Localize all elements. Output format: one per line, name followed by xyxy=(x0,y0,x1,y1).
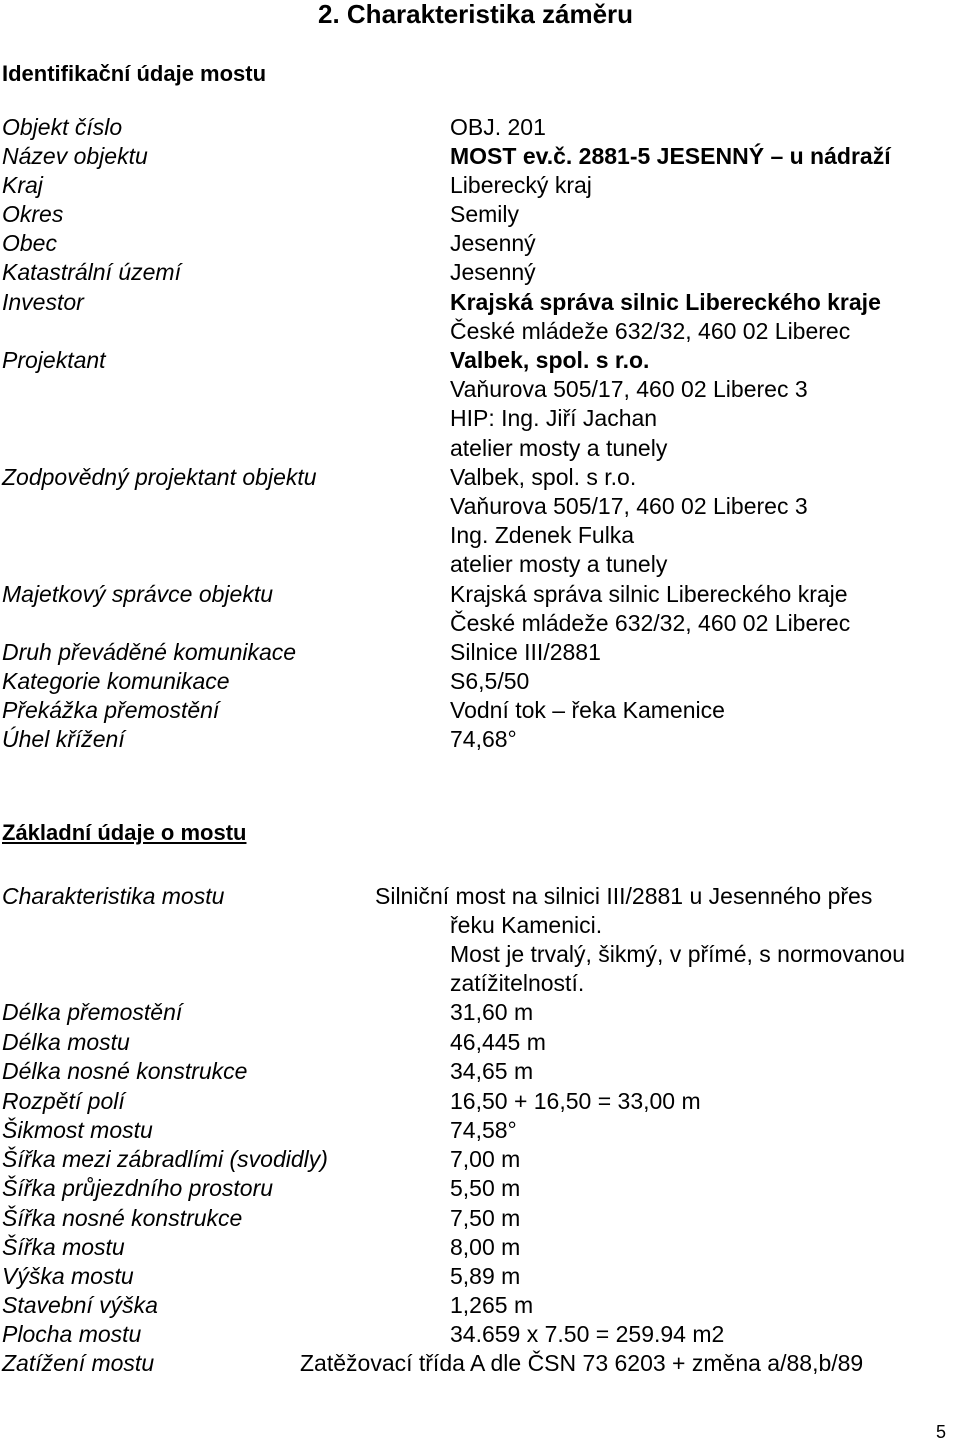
row-label: Rozpětí polí xyxy=(2,1088,125,1114)
row-label: Výška mostu xyxy=(2,1263,134,1289)
row-label: Objekt číslo xyxy=(2,114,123,140)
row-value: Silnice III/2881 xyxy=(450,639,601,665)
row-label: Druh převáděné komunikace xyxy=(2,639,297,665)
row-label: Šikmost mostu xyxy=(2,1117,153,1143)
row-value: 74,68° xyxy=(450,726,517,752)
row-value: 8,00 m xyxy=(450,1234,521,1260)
row-label: Délka nosné konstrukce xyxy=(2,1058,248,1084)
row-label: Délka mostu xyxy=(2,1029,130,1055)
row-value: 1,265 m xyxy=(450,1292,534,1318)
row-value: 7,50 m xyxy=(450,1205,521,1231)
row-label: Název objektu xyxy=(2,143,148,169)
row-value: 34,65 m xyxy=(450,1058,534,1084)
row-label: Zodpovědný projektant objektu xyxy=(2,464,317,490)
row-value: 7,00 m xyxy=(450,1146,521,1172)
row-value: atelier mosty a tunely xyxy=(450,435,668,461)
row-label: Investor xyxy=(2,289,84,315)
row-value: Valbek, spol. s r.o. xyxy=(450,347,650,373)
row-value: OBJ. 201 xyxy=(450,114,546,140)
section-heading-basic-data: Základní údaje o mostu xyxy=(2,820,247,845)
row-value: Semily xyxy=(450,201,520,227)
row-value: HIP: Ing. Jiří Jachan xyxy=(450,405,658,431)
row-value: Silniční most na silnici III/2881 u Jesenného přes xyxy=(375,883,873,909)
row-value: atelier mosty a tunely xyxy=(450,551,668,577)
row-value: 5,89 m xyxy=(450,1263,521,1289)
row-value: zatížitelností. xyxy=(450,970,585,996)
row-label: Překážka přemostění xyxy=(2,697,220,723)
row-label: Stavební výška xyxy=(2,1292,158,1318)
row-label: Kraj xyxy=(2,172,43,198)
row-label: Plocha mostu xyxy=(2,1321,142,1347)
row-value: S6,5/50 xyxy=(450,668,530,694)
row-value: Ing. Zdenek Fulka xyxy=(450,522,635,548)
row-label: Kategorie komunikace xyxy=(2,668,230,694)
row-value: Vaňurova 505/17, 460 02 Liberec 3 xyxy=(450,493,808,519)
row-label: Okres xyxy=(2,201,64,227)
row-label: Délka přemostění xyxy=(2,999,183,1025)
row-label: Charakteristika mostu xyxy=(2,883,225,909)
row-label: Majetkový správce objektu xyxy=(2,581,274,607)
section-heading-identification: Identifikační údaje mostu xyxy=(2,61,267,86)
row-value: Valbek, spol. s r.o. xyxy=(450,464,637,490)
row-label: Obec xyxy=(2,230,57,256)
row-value: řeku Kamenici. xyxy=(450,912,603,938)
row-value: Liberecký kraj xyxy=(450,172,592,198)
row-value: 31,60 m xyxy=(450,999,534,1025)
row-value: MOST ev.č. 2881-5 JESENNÝ – u nádraží xyxy=(450,143,891,169)
page-number: 5 xyxy=(936,1422,947,1442)
row-value: Vodní tok – řeka Kamenice xyxy=(450,697,725,723)
row-value: 5,50 m xyxy=(450,1175,521,1201)
row-label: Šířka průjezdního prostoru xyxy=(2,1175,274,1201)
row-value: České mládeže 632/32, 460 02 Liberec xyxy=(450,318,851,344)
row-value: 46,445 m xyxy=(450,1029,546,1055)
row-label: Katastrální území xyxy=(2,259,181,285)
row-value: Jesenný xyxy=(450,230,536,256)
row-label: Projektant xyxy=(2,347,106,373)
row-label: Úhel křížení xyxy=(2,726,125,752)
row-value: 16,50 + 16,50 = 33,00 m xyxy=(450,1088,701,1114)
row-value: Vaňurova 505/17, 460 02 Liberec 3 xyxy=(450,376,808,402)
row-value: 74,58° xyxy=(450,1117,517,1143)
row-label: Šířka mostu xyxy=(2,1234,125,1260)
row-value: Zatěžovací třída A dle ČSN 73 6203 + změna a/88,b/89 xyxy=(300,1350,864,1376)
row-value: Jesenný xyxy=(450,259,536,285)
row-value: Most je trvalý, šikmý, v přímé, s normovanou xyxy=(450,941,906,967)
row-value: Krajská správa silnic Libereckého kraje xyxy=(450,289,881,315)
row-label: Šířka nosné konstrukce xyxy=(2,1205,243,1231)
row-value: 34.659 x 7.50 = 259.94 m2 xyxy=(450,1321,725,1347)
row-value: České mládeže 632/32, 460 02 Liberec xyxy=(450,610,851,636)
row-label: Zatížení mostu xyxy=(2,1350,155,1376)
page-title: 2. Charakteristika záměru xyxy=(318,0,634,29)
row-label: Šířka mezi zábradlími (svodidly) xyxy=(2,1146,328,1172)
row-value: Krajská správa silnic Libereckého kraje xyxy=(450,581,848,607)
